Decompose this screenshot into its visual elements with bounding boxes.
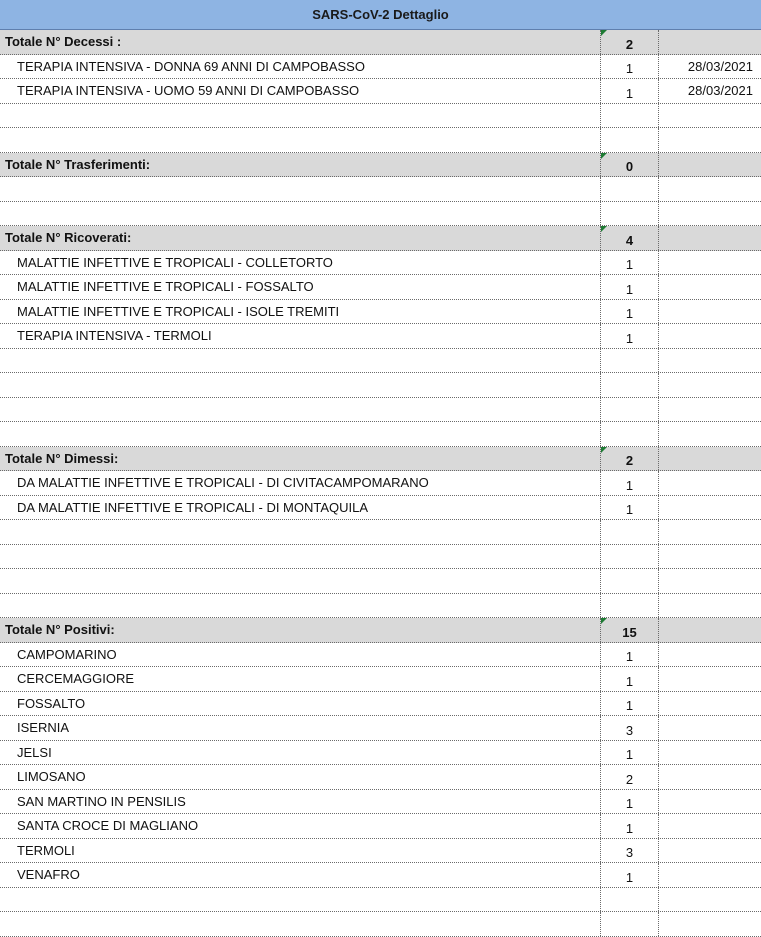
table-row[interactable] [0,300,761,325]
row-count[interactable]: 1 [600,643,659,667]
table-row[interactable] [0,643,761,668]
row-date[interactable]: 28/03/2021 [687,58,753,74]
row-count[interactable]: 1 [600,79,659,103]
row-date[interactable] [659,398,761,422]
row-date[interactable] [659,471,761,495]
row-count[interactable] [600,398,659,422]
section-total[interactable]: 0 [600,153,659,177]
row-count[interactable]: 1 [600,275,659,299]
row-date[interactable] [659,618,761,642]
row-count[interactable]: 1 [600,863,659,887]
section-label[interactable]: Totale N° Trasferimenti: [5,156,151,172]
empty-row[interactable] [0,545,761,570]
empty-row[interactable] [0,349,761,374]
row-count[interactable]: 1 [600,667,659,691]
row-date[interactable] [659,765,761,789]
row-label[interactable] [0,373,600,397]
row-count[interactable]: 1 [600,324,659,348]
row-date[interactable] [659,128,761,152]
row-count[interactable]: 3 [600,839,659,863]
table-row[interactable] [0,863,761,888]
row-count[interactable] [600,422,659,446]
row-date[interactable] [659,226,761,250]
formula-indicator-icon [601,30,607,36]
row-label[interactable]: ISERNIA [17,720,70,736]
empty-row[interactable] [0,569,761,594]
empty-row[interactable] [0,888,761,913]
row-date[interactable] [659,422,761,446]
row-label[interactable]: TERAPIA INTENSIVA - UOMO 59 ANNI DI CAMPOBASSO [17,83,360,99]
section-label[interactable]: Totale N° Decessi : [5,34,122,50]
row-date[interactable] [659,177,761,201]
row-count[interactable] [600,888,659,912]
row-label[interactable] [0,545,600,569]
row-count[interactable] [600,545,659,569]
table-row[interactable] [0,275,761,300]
row-count[interactable] [600,202,659,226]
row-date[interactable] [659,716,761,740]
row-date[interactable] [659,790,761,814]
row-count[interactable]: 3 [600,716,659,740]
table-row[interactable] [0,55,761,80]
table-row[interactable] [0,692,761,717]
row-label[interactable] [0,569,600,593]
row-label[interactable]: FOSSALTO [17,695,86,711]
row-date[interactable] [659,863,761,887]
row-date[interactable] [659,569,761,593]
row-date[interactable] [659,349,761,373]
formula-indicator-icon [601,447,607,453]
row-date[interactable]: 28/03/2021 [687,83,753,99]
table-row[interactable] [0,251,761,276]
row-count[interactable] [600,177,659,201]
row-label[interactable]: CERCEMAGGIORE [17,671,135,687]
empty-row[interactable] [0,104,761,129]
row-count[interactable]: 1 [600,496,659,520]
section-label[interactable]: Totale N° Ricoverati: [5,230,132,246]
row-label[interactable] [0,177,600,201]
row-label[interactable] [0,594,600,618]
section-total[interactable]: 2 [600,447,659,471]
row-date[interactable] [659,373,761,397]
row-label[interactable] [0,398,600,422]
table-body [0,30,761,937]
row-date[interactable] [659,814,761,838]
row-date[interactable] [659,888,761,912]
empty-row[interactable] [0,422,761,447]
section-label[interactable]: Totale N° Positivi: [5,622,115,638]
row-label[interactable]: DA MALATTIE INFETTIVE E TROPICALI - DI CIVITACAMPOMARANO [17,475,429,491]
row-date[interactable] [659,520,761,544]
empty-row[interactable] [0,202,761,227]
row-label[interactable]: VENAFRO [17,867,80,883]
row-count[interactable]: 1 [600,300,659,324]
row-count[interactable]: 1 [600,814,659,838]
row-count[interactable] [600,349,659,373]
row-count[interactable] [600,912,659,936]
row-count[interactable] [600,594,659,618]
section-header-row[interactable] [0,153,761,178]
row-count[interactable]: 1 [600,471,659,495]
row-count[interactable]: 1 [600,790,659,814]
row-date[interactable] [659,300,761,324]
section-total[interactable]: 4 [600,226,659,250]
table-row[interactable] [0,790,761,815]
row-label[interactable]: MALATTIE INFETTIVE E TROPICALI - ISOLE TREMITI [17,303,340,319]
table-row[interactable] [0,324,761,349]
row-label[interactable]: MALATTIE INFETTIVE E TROPICALI - FOSSALTO [17,279,314,295]
row-label[interactable] [0,422,600,446]
row-date[interactable] [659,741,761,765]
section-label[interactable]: Totale N° Dimessi: [5,450,119,466]
row-count[interactable] [600,373,659,397]
table-row[interactable] [0,741,761,766]
row-date[interactable] [659,153,761,177]
row-label[interactable]: CAMPOMARINO [17,646,117,662]
table-row[interactable] [0,79,761,104]
empty-row[interactable] [0,128,761,153]
section-total[interactable]: 2 [600,30,659,54]
row-date[interactable] [659,202,761,226]
table-row[interactable] [0,667,761,692]
table-row[interactable] [0,765,761,790]
row-label[interactable]: LIMOSANO [17,769,86,785]
empty-row[interactable] [0,398,761,423]
table-row[interactable] [0,471,761,496]
row-count[interactable]: 1 [600,692,659,716]
section-header-row[interactable] [0,447,761,472]
row-count[interactable]: 2 [600,765,659,789]
row-count[interactable]: 1 [600,55,659,79]
row-date[interactable] [659,251,761,275]
table-row[interactable] [0,814,761,839]
row-date[interactable] [659,30,761,54]
row-label[interactable] [0,104,600,128]
section-header-row[interactable] [0,226,761,251]
table-row[interactable] [0,716,761,741]
empty-row[interactable] [0,373,761,398]
row-count[interactable]: 1 [600,251,659,275]
row-date[interactable] [659,912,761,936]
row-label[interactable]: TERAPIA INTENSIVA - TERMOLI [17,328,212,344]
row-date[interactable] [659,545,761,569]
row-date[interactable] [659,496,761,520]
row-label[interactable] [0,128,600,152]
row-date[interactable] [659,104,761,128]
empty-row[interactable] [0,177,761,202]
row-date[interactable] [659,839,761,863]
empty-row[interactable] [0,912,761,937]
row-label[interactable] [0,349,600,373]
row-label[interactable]: JELSI [17,744,52,760]
row-count[interactable] [600,128,659,152]
section-total[interactable]: 15 [600,618,659,642]
sheet-title: SARS-CoV-2 Dettaglio [0,0,761,30]
row-label[interactable] [0,912,600,936]
row-date[interactable] [659,594,761,618]
table-row[interactable] [0,496,761,521]
row-date[interactable] [659,667,761,691]
row-date[interactable] [659,275,761,299]
empty-row[interactable] [0,520,761,545]
row-count[interactable] [600,520,659,544]
formula-indicator-icon [601,618,607,624]
row-count[interactable] [600,569,659,593]
row-label[interactable] [0,888,600,912]
row-date[interactable] [659,324,761,348]
section-header-row[interactable] [0,30,761,55]
row-count[interactable] [600,104,659,128]
row-date[interactable] [659,447,761,471]
row-label[interactable]: TERAPIA INTENSIVA - DONNA 69 ANNI DI CAMPOBASSO [17,58,365,74]
row-label[interactable]: MALATTIE INFETTIVE E TROPICALI - COLLETORTO [17,254,333,270]
row-date[interactable] [659,692,761,716]
row-label[interactable] [0,202,600,226]
section-header-row[interactable] [0,618,761,643]
table-row[interactable] [0,839,761,864]
formula-indicator-icon [601,153,607,159]
row-label[interactable]: SANTA CROCE DI MAGLIANO [17,818,199,834]
formula-indicator-icon [601,226,607,232]
row-label[interactable]: DA MALATTIE INFETTIVE E TROPICALI - DI MONTAQUILA [17,499,369,515]
row-label[interactable]: SAN MARTINO IN PENSILIS [17,793,186,809]
row-label[interactable]: TERMOLI [17,842,75,858]
row-date[interactable] [659,643,761,667]
row-label[interactable] [0,520,600,544]
empty-row[interactable] [0,594,761,619]
row-count[interactable]: 1 [600,741,659,765]
